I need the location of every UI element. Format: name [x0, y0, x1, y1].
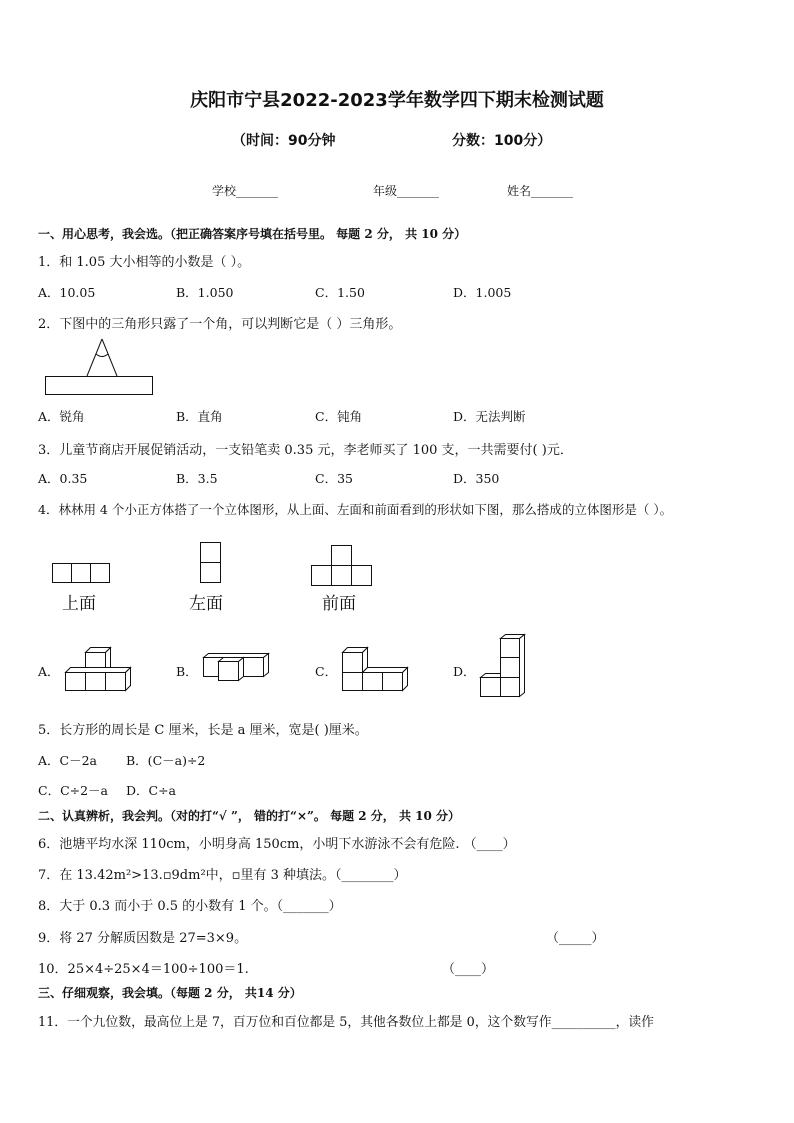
front-view-figure — [311, 545, 373, 587]
q4-option-b-figure — [202, 652, 270, 682]
section-1-heading: 一、用心思考，我会选。（把正确答案序号填在括号里。 每题 2 分， 共 10 分） — [38, 227, 467, 241]
q1-option-d: D．1.005 — [453, 285, 512, 300]
question-3: 3．儿童节商店开展促销活动，一支铅笔卖 0.35 元，李老师买了 100 支，一共需要付( )元． — [38, 443, 573, 458]
q4-option-d: D． — [453, 664, 476, 679]
q3-option-b: B．3.5 — [176, 471, 218, 486]
exam-time: （时间：90分钟 — [232, 133, 336, 149]
question-6: 6．池塘平均水深 110cm，小明身高 150cm，小明下水游泳不会有危险. （____） — [38, 837, 516, 852]
q5-option-d: D．C÷a — [126, 783, 177, 798]
q3-option-c: C．35 — [315, 471, 353, 486]
front-view-label: 前面 — [322, 594, 356, 614]
q4-option-a-figure — [64, 646, 132, 692]
q2-option-c: C．钝角 — [315, 409, 363, 424]
q4-option-a: A． — [38, 664, 60, 679]
question-10: 10．25×4÷25×4＝100÷100＝1. — [38, 962, 249, 977]
top-view-label: 上面 — [62, 594, 96, 614]
question-2: 2．下图中的三角形只露了一个角，可以判断它是（ ）三角形。 — [38, 317, 402, 332]
question-5: 5．长方形的周长是 C 厘米，长是 a 厘米，宽是( )厘米。 — [38, 723, 368, 738]
question-9: 9．将 27 分解质因数是 27=3×9。 — [38, 931, 248, 946]
question-8: 8．大于 0.3 而小于 0.5 的小数有 1 个。（_______） — [38, 899, 342, 914]
grade-field: 年级_______ — [373, 184, 440, 198]
left-view-figure — [200, 542, 222, 584]
q5-option-b: B．(C－a)÷2 — [126, 753, 206, 768]
top-view-figure — [52, 563, 112, 583]
q2-option-b: B．直角 — [176, 409, 223, 424]
section-2-heading: 二、认真辨析，我会判。（对的打“√ ”， 错的打“×”。 每题 2 分， 共 10 分） — [38, 809, 461, 823]
q3-option-d: D．350 — [453, 471, 500, 486]
left-view-label: 左面 — [189, 594, 223, 614]
name-field: 姓名_______ — [507, 184, 574, 198]
q3-option-a: A．0.35 — [38, 471, 88, 486]
q1-option-c: C．1.50 — [315, 285, 365, 300]
question-10-answer-blank: （____） — [442, 962, 495, 977]
question-11: 11．一个九位数，最高位上是 7，百万位和百位都是 5，其他各数位上都是 0，这个数写作__________，读作 — [38, 1015, 654, 1030]
q5-option-a: A．C－2a — [38, 753, 97, 768]
question-1: 1．和 1.05 大小相等的小数是（ ）。 — [38, 255, 251, 270]
page-title: 庆阳市宁县2022-2023学年数学四下期末检测试题 — [190, 90, 604, 111]
q4-option-d-figure — [479, 633, 527, 699]
question-7: 7．在 13.42m²>13.▫9dm²中，▫里有 3 种填法。（________） — [38, 868, 407, 883]
q1-option-b: B．1.050 — [176, 285, 234, 300]
question-9-answer-blank: （_____） — [546, 931, 605, 946]
exam-score: 分数：100分） — [452, 133, 552, 149]
q4-option-c-figure — [341, 646, 409, 692]
q5-option-c: C．C÷2－a — [38, 783, 109, 798]
triangle-under-rectangle-figure — [44, 337, 156, 397]
question-4: 4．林林用 4 个小正方体搭了一个立体图形，从上面、左面和前面看到的形状如下图，那么搭成的立体图形是（ ）。 — [38, 502, 673, 517]
school-field: 学校_______ — [212, 184, 279, 198]
section-3-heading: 三、仔细观察，我会填。（每题 2 分， 共14 分） — [38, 986, 302, 1000]
q2-option-a: A．锐角 — [38, 409, 85, 424]
q4-option-b: B． — [176, 664, 198, 679]
q1-option-a: A．10.05 — [38, 285, 96, 300]
q2-option-d: D．无法判断 — [453, 409, 526, 424]
q4-option-c: C． — [315, 664, 338, 679]
